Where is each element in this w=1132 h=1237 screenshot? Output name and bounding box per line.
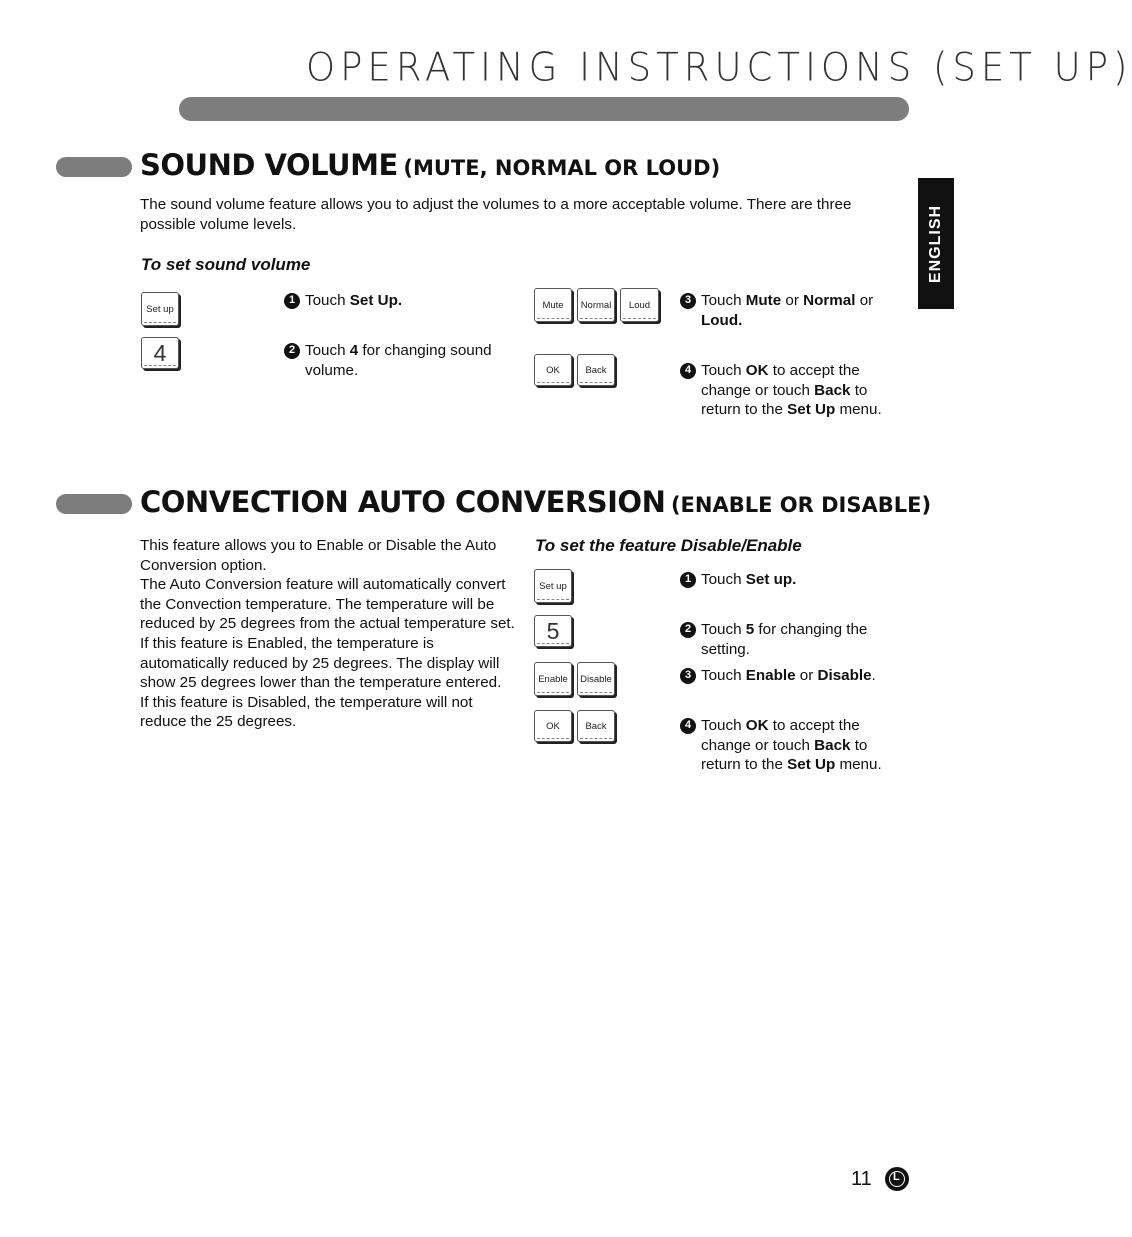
sound-subhead: To set sound volume (141, 255, 311, 274)
sound-section-title (140, 148, 720, 182)
page-number: 11 (851, 1168, 872, 1190)
language-tab-label: ENGLISH (927, 204, 944, 283)
step-number-badge: 3 (680, 668, 696, 684)
convection-body: This feature allows you to Enable or Disable the Auto Conversion option. The Auto Conversion feature will automatically convert the Convection temperature. The temperature will be reduced by 25 degrees from the actual temperature set. If this feature is Enabled, the temperature is automatically reduced by 25 degrees. The display will show 25 degrees lower than the temperature entered. If this feature is Disabled, the temperature will not reduce the 25 degrees. (140, 537, 515, 731)
back-key[interactable]: Back (577, 710, 615, 742)
sound-intro: The sound volume feature allows you to adjust the volumes to a more acceptable volume. There are three possible volume levels. (140, 196, 852, 233)
convection-subhead: To set the feature Disable/Enable (535, 536, 802, 555)
convection-step-4: 4 Touch OK to accept the change or touch Back to return to the Set Up menu. (680, 716, 900, 775)
step-number-badge: 3 (680, 293, 696, 309)
convection-title-suffix: (ENABLE OR DISABLE) (670, 493, 932, 517)
sound-step-2: 2 Touch 4 for changing sound volume. (284, 341, 524, 380)
setup-key[interactable]: Set up (534, 569, 572, 603)
section-marker-sound (56, 157, 132, 177)
ok-key[interactable]: OK (534, 710, 572, 742)
number-4-key[interactable]: 4 (141, 337, 179, 369)
sound-step-4: 4 Touch OK to accept the change or touch Back to return to the Set Up menu. (680, 361, 900, 420)
step-number-badge: 1 (284, 293, 300, 309)
enable-key[interactable]: Enable (534, 662, 572, 696)
section-marker-convection (56, 494, 132, 514)
convection-title: CONVECTION AUTO CONVERSION (140, 485, 666, 519)
lg-logo-icon (885, 1167, 909, 1191)
step-number-badge: 4 (680, 718, 696, 734)
ok-key[interactable]: OK (534, 354, 572, 386)
convection-step-3: 3 Touch Enable or Disable. (680, 666, 900, 686)
normal-key[interactable]: Normal (577, 288, 615, 322)
disable-key[interactable]: Disable (577, 662, 615, 696)
header-bar (179, 97, 909, 121)
convection-section-title (140, 485, 931, 519)
sound-title: SOUND VOLUME (140, 148, 398, 182)
loud-key[interactable]: Loud (620, 288, 659, 322)
sound-title-suffix: (MUTE, NORMAL OR LOUD) (403, 156, 721, 180)
sound-step-3: 3 Touch Mute or Normal or Loud. (680, 291, 900, 330)
mute-key[interactable]: Mute (534, 288, 572, 322)
sound-step-1: 1 Touch Set Up. (284, 291, 524, 311)
step-number-badge: 4 (680, 363, 696, 379)
step-number-badge: 2 (680, 622, 696, 638)
language-tab (918, 178, 954, 309)
step-number-badge: 2 (284, 343, 300, 359)
step-number-badge: 1 (680, 572, 696, 588)
page-header-title: OPERATING INSTRUCTIONS (SET UP) (306, 44, 1132, 91)
number-5-key[interactable]: 5 (534, 615, 572, 647)
convection-step-2: 2 Touch 5 for changing the setting. (680, 620, 900, 659)
back-key[interactable]: Back (577, 354, 615, 386)
setup-key[interactable]: Set up (141, 292, 179, 326)
convection-step-1: 1 Touch Set up. (680, 570, 900, 590)
